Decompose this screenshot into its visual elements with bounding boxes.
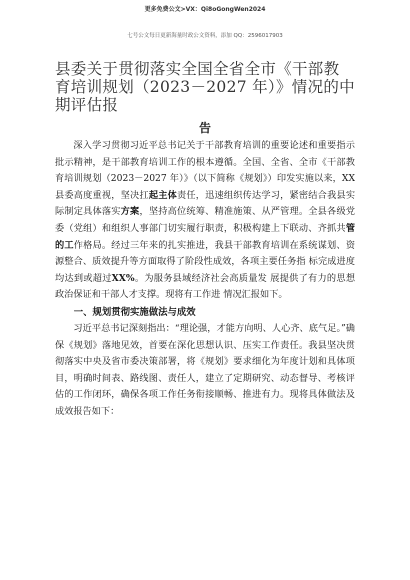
intro-bold-1: 起主体 [148, 189, 177, 201]
intro-text-1: 深入学习贯彻习近平总书记关于干部教育培训的重要论述和重要指示批示精神，是干部教育培训工作的根本遵循。全国、全省、全市《干部教育培训规划（2023－2027 年）》（以下简称《规划》）印发实施以来，XX 县委高度重视，坚决扛 [55, 140, 355, 201]
intro-bold-2: 方案 [120, 206, 140, 218]
intro-text-2: 责任，迅速组织传达学习，紧密结合我县实际制定具体落实 [55, 189, 356, 218]
intro-bold-4: XX% [111, 272, 135, 284]
section-body: 习近平总书记深刻指出：“理论强，才能方向明、人心齐、底气足。”确保《规划》落地见效，首要在深化思想认识、压实工作责任。我县坚决贯彻落实中央及省市委决策部署，将《规划》要求细化为年度计划和具体项目，明确时间表、路线图、责任人，建立了定期研究、动态督导、考核评估的工作闭环，确保各项工作任务衔接顺畅、推进有力。现将具体做法及成效报告如下： [55, 322, 355, 417]
document-title: 县委关于贯彻落实全国全省全市《干部教育培训规划（2023－2027 年）》情况的中期评估报 [55, 60, 355, 114]
header-watermark: 更多免费公文>VX：Qi8oGongWen2024 [144, 6, 266, 13]
header-subtitle: 七号公文每日更新海量时政公文资料，添加 QQ：2596017903 [127, 33, 283, 39]
document-title-tail: 告 [198, 121, 211, 135]
intro-text-4: 作格局。经过三年来的扎实推进，我县干部教育培训在系统谋划、资源整合、质效提升等方面取得了阶段性成效，各项主要任务指 标完成进度均达到或超过 [55, 239, 356, 284]
intro-bold-3: 管的工 [55, 222, 355, 251]
section-heading: 一、规划贯彻实施做法与成效 [73, 306, 196, 318]
intro-text-3: ，坚持高位统筹、精准施策、从严管理。全县各级党委（党组）和组织人事部门切实履行职责，积极构建上下联动、齐抓共 [55, 206, 356, 234]
intro-paragraph [55, 138, 355, 304]
document-page [55, 60, 355, 421]
intro-text-5: 。为服务县域经济社会高质量发 展提供了有力的思想政治保证和干部人才支撑。现将有工作进 情况汇报如下。 [55, 272, 356, 301]
